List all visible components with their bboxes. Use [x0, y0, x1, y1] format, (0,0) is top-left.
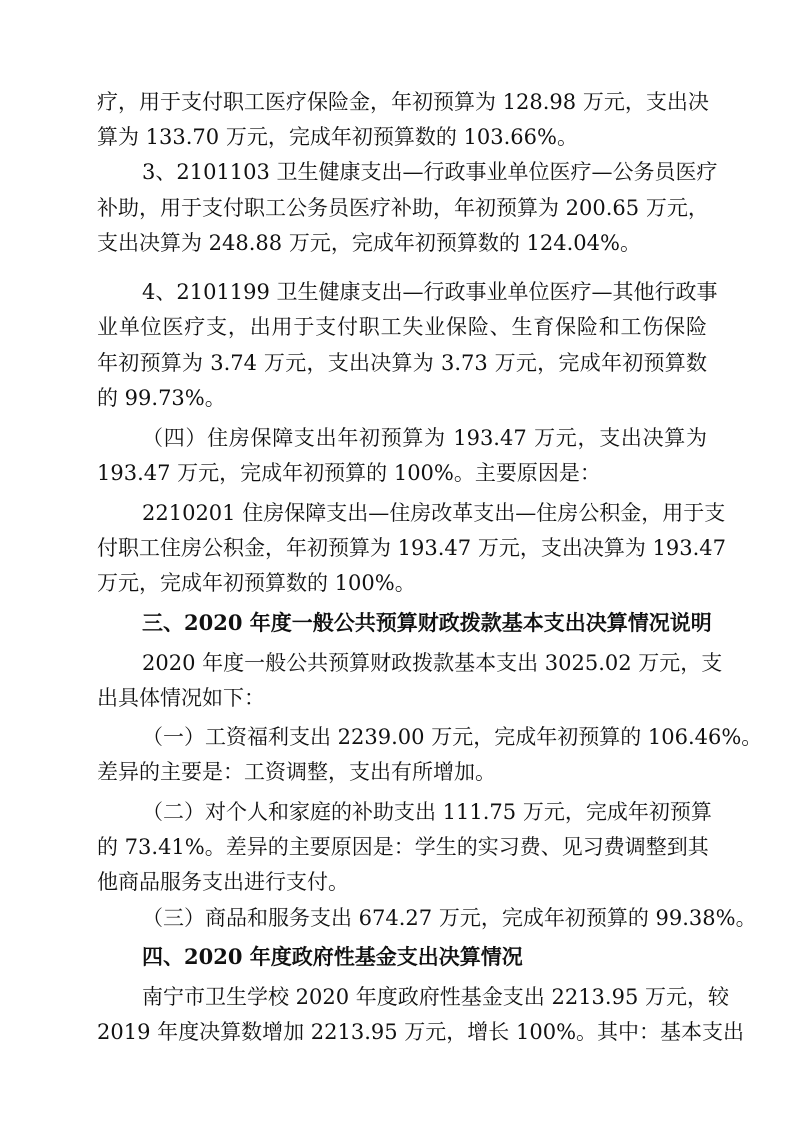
paragraph-line: 年初预算为 3.74 万元，支出决算为 3.73 万元，完成年初预算数 [97, 351, 707, 375]
paragraph-line: 2020 年度一般公共预算财政拨款基本支出 3025.02 万元，支 [142, 651, 723, 675]
paragraph-line: 支出决算为 248.88 万元，完成年初预算数的 124.04%。 [97, 231, 641, 255]
paragraph-line: 疗，用于支付职工医疗保险金，年初预算为 128.98 万元，支出决 [97, 90, 709, 114]
paragraph-line: （二）对个人和家庭的补助支出 111.75 万元，完成年初预算 [142, 800, 712, 824]
paragraph-line: 193.47 万元，完成年初预算的 100%。主要原因是： [97, 461, 601, 485]
paragraph-line: 付职工住房公积金，年初预算为 193.47 万元，支出决算为 193.47 [97, 536, 726, 560]
paragraph-line: （三）商品和服务支出 674.27 万元，完成年初预算的 99.38%。 [142, 906, 757, 930]
paragraph-line: （一）工资福利支出 2239.00 万元，完成年初预算的 106.46%。 [142, 725, 763, 749]
paragraph-line: 差异的主要是：工资调整，支出有所增加。 [97, 760, 496, 784]
section-heading: 三、2020 年度一般公共预算财政拨款基本支出决算情况说明 [142, 610, 712, 635]
paragraph-line: 算为 133.70 万元，完成年初预算数的 103.66%。 [97, 125, 578, 149]
paragraph-line: 2019 年度决算数增加 2213.95 万元，增长 100%。其中：基本支出 [97, 1020, 745, 1044]
paragraph-line: 3、2101103 卫生健康支出—行政事业单位医疗—公务员医疗 [142, 160, 718, 184]
paragraph-line: 业单位医疗支，出用于支付职工失业保险、生育保险和工伤保险 [97, 315, 707, 339]
section-heading: 四、2020 年度政府性基金支出决算情况 [142, 944, 523, 969]
paragraph-line: 补助，用于支付职工公务员医疗补助，年初预算为 200.65 万元， [97, 196, 709, 220]
paragraph-line: 2210201 住房保障支出—住房改革支出—住房公积金，用于支 [142, 501, 726, 525]
paragraph-line: 4、2101199 卫生健康支出—行政事业单位医疗—其他行政事 [142, 280, 718, 304]
paragraph-line: 的 73.41%。差异的主要原因是：学生的实习费、见习费调整到其 [97, 835, 709, 859]
paragraph-line: 万元，完成年初预算数的 100%。 [97, 571, 416, 595]
paragraph-line: 他商品服务支出进行支付。 [97, 870, 349, 894]
paragraph-line: 南宁市卫生学校 2020 年度政府性基金支出 2213.95 万元，较 [142, 985, 729, 1009]
paragraph-line: 出具体情况如下： [97, 686, 265, 710]
paragraph-line: 的 99.73%。 [97, 386, 226, 410]
paragraph-line: （四）住房保障支出年初预算为 193.47 万元，支出决算为 [142, 426, 707, 450]
